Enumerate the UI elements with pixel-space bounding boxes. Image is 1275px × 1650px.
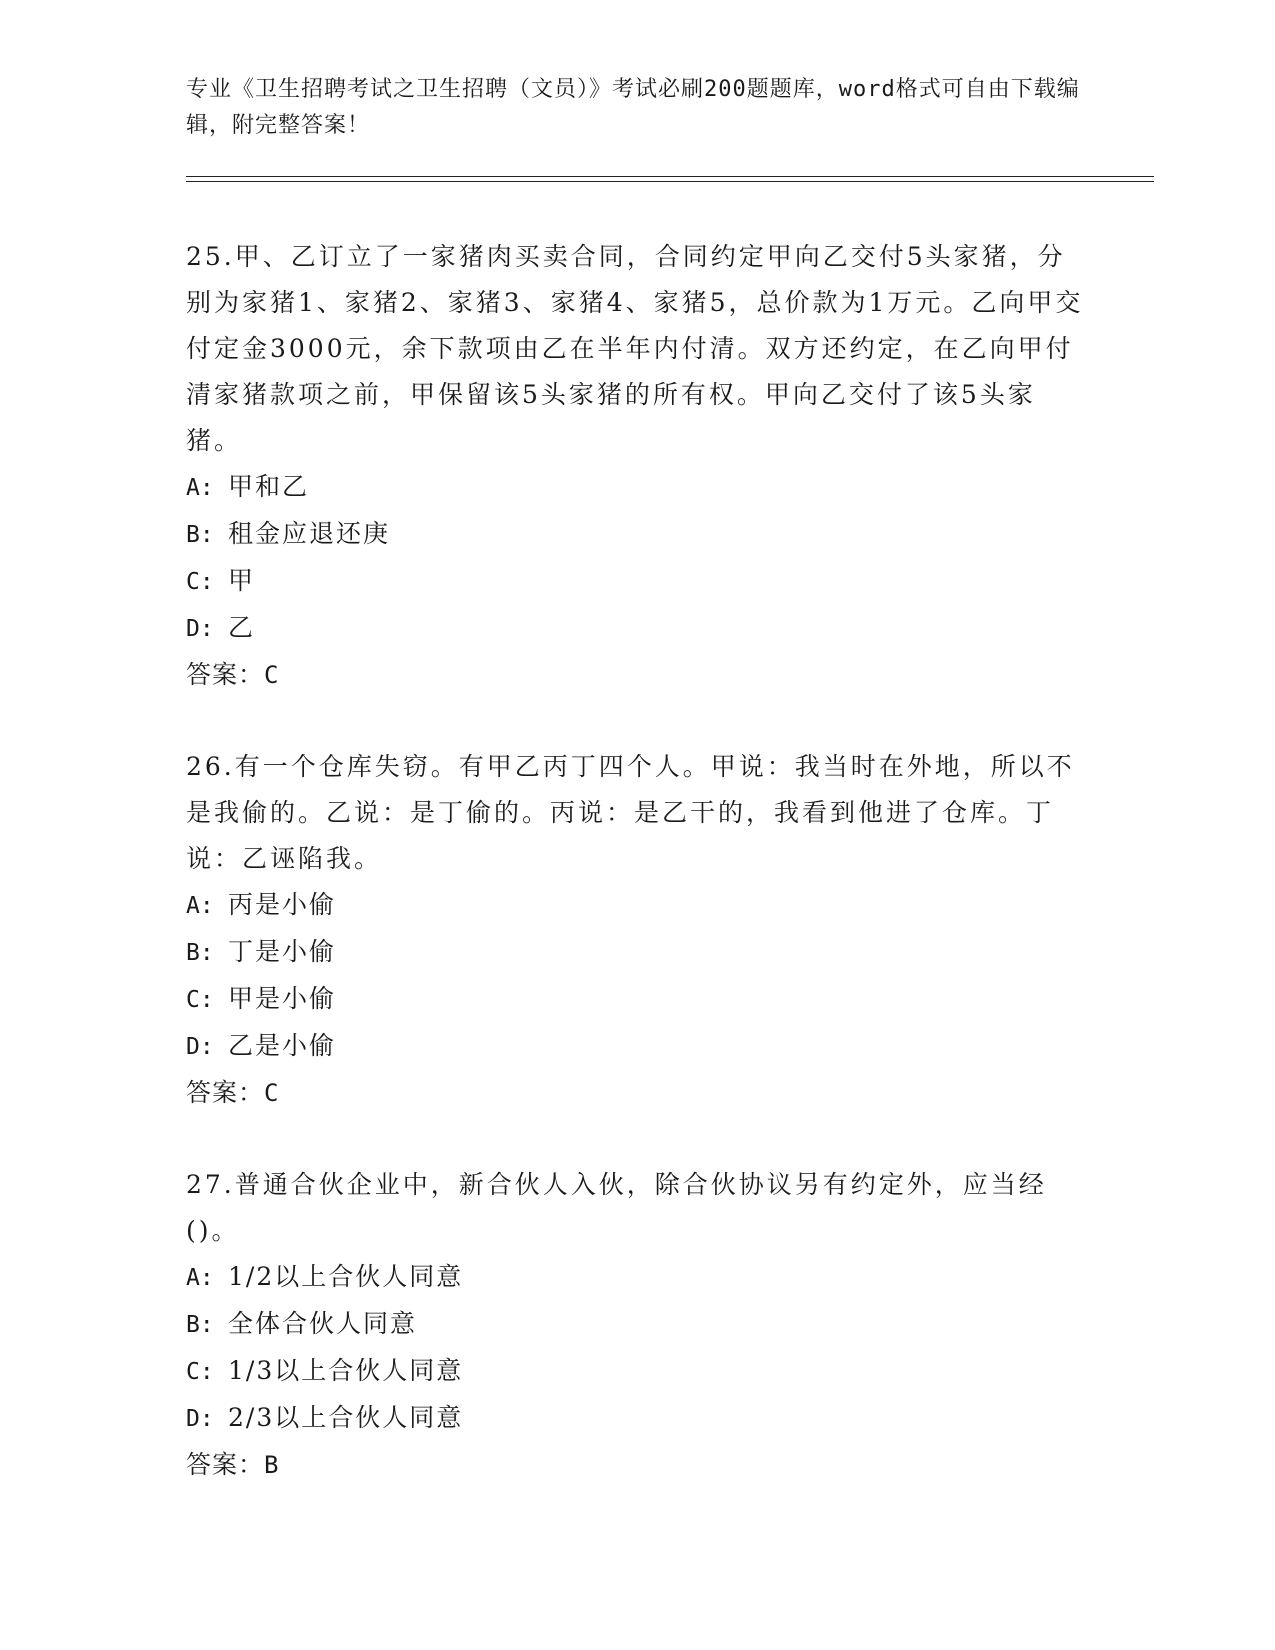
option-letter: C:	[186, 1359, 214, 1385]
question-stem: 26.有一个仓库失窃。有甲乙丙丁四个人。甲说：我当时在外地，所以不是我偷的。乙说：是丁偷的。丙说：是乙干的，我看到他进了仓库。丁说：乙诬陷我。	[186, 752, 1075, 873]
question-list	[186, 234, 1086, 1534]
option-a	[186, 1254, 1086, 1301]
document-header: 专业《卫生招聘考试之卫生招聘（文员）》考试必刷200题题库，word格式可自由下载编辑，附完整答案！	[186, 77, 1080, 138]
answer-line	[186, 652, 1086, 698]
header-divider-top	[186, 176, 1154, 177]
option-text: 租金应退还庚	[228, 519, 391, 548]
option-text: 1/3以上合伙人同意	[228, 1356, 464, 1385]
question-26	[186, 744, 1086, 1116]
option-a	[186, 464, 1086, 511]
answer-line	[186, 1442, 1086, 1488]
option-letter: A:	[186, 893, 214, 919]
option-text: 乙是小偷	[228, 1031, 337, 1060]
question-27	[186, 1162, 1086, 1488]
option-letter: D:	[186, 1406, 214, 1432]
option-letter: B:	[186, 940, 214, 966]
question-stem: 25.甲、乙订立了一家猪肉买卖合同，合同约定甲向乙交付5头家猪，分别为家猪1、家猪2、家猪3、家猪4、家猪5，总价款为1万元。乙向甲交付定金3000元，余下款项由乙在半年内付清。双方还约定，在乙向甲付清家猪款项之前，甲保留该5头家猪的所有权。甲向乙交付了该5头家猪。	[186, 242, 1084, 455]
question-stem: 27.普通合伙企业中，新合伙人入伙，除合伙协议另有约定外，应当经()。	[186, 1170, 1047, 1245]
option-c	[186, 558, 1086, 605]
option-c	[186, 1348, 1086, 1395]
option-text: 甲是小偷	[228, 984, 337, 1013]
answer-label: 答案：	[186, 1078, 265, 1107]
option-letter: D:	[186, 616, 214, 642]
option-a	[186, 882, 1086, 929]
answer-label: 答案：	[186, 1450, 265, 1479]
answer-value: B	[264, 1451, 280, 1479]
option-b	[186, 929, 1086, 976]
option-text: 丁是小偷	[228, 937, 337, 966]
option-text: 1/2以上合伙人同意	[228, 1262, 464, 1291]
answer-value: C	[264, 1079, 280, 1107]
option-text: 全体合伙人同意	[228, 1309, 418, 1338]
option-d	[186, 1395, 1086, 1442]
answer-line	[186, 1070, 1086, 1116]
option-letter: C:	[186, 987, 214, 1013]
answer-value: C	[264, 661, 280, 689]
option-letter: C:	[186, 569, 214, 595]
answer-label: 答案：	[186, 660, 265, 689]
option-letter: A:	[186, 475, 214, 501]
option-d	[186, 1023, 1086, 1070]
option-text: 2/3以上合伙人同意	[228, 1403, 464, 1432]
option-letter: A:	[186, 1265, 214, 1291]
question-25	[186, 234, 1086, 698]
option-text: 甲和乙	[228, 472, 310, 501]
option-text: 乙	[228, 613, 256, 642]
option-b	[186, 511, 1086, 558]
header-divider-bottom	[186, 181, 1154, 182]
option-d	[186, 605, 1086, 652]
option-text: 甲	[228, 566, 256, 595]
option-letter: D:	[186, 1034, 214, 1060]
option-text: 丙是小偷	[228, 890, 337, 919]
option-letter: B:	[186, 1312, 214, 1338]
option-b	[186, 1301, 1086, 1348]
option-letter: B:	[186, 522, 214, 548]
option-c	[186, 976, 1086, 1023]
